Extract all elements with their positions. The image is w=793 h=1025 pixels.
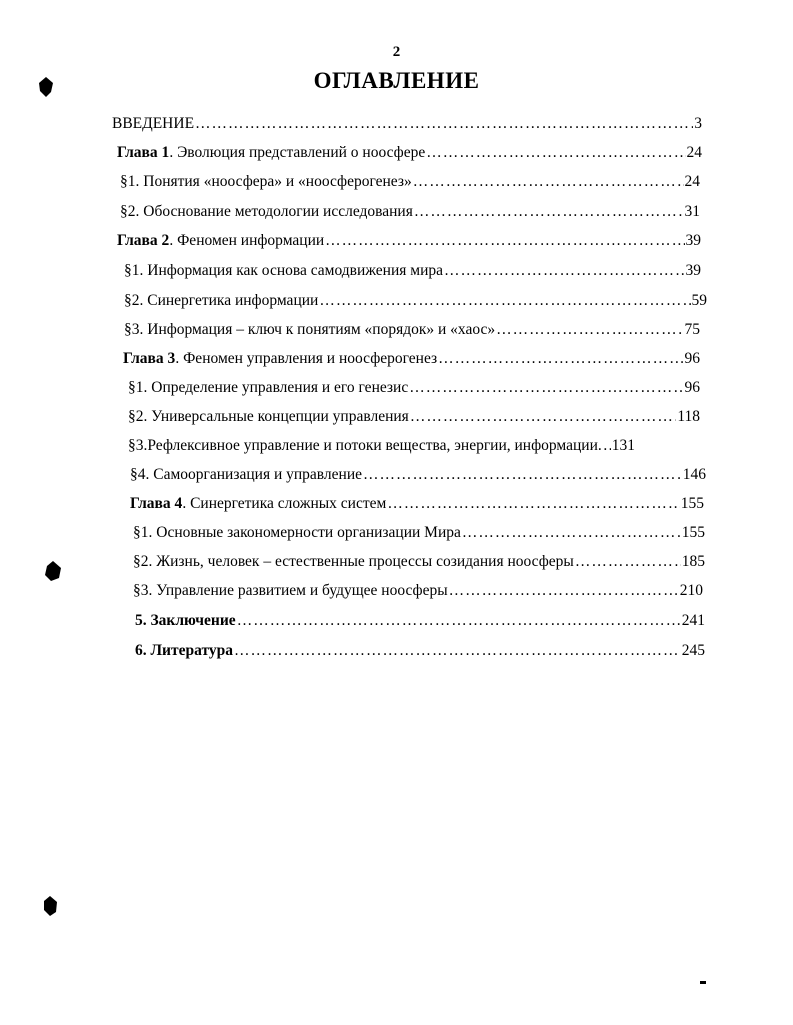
toc-entry-introduction: [112, 115, 702, 139]
dot-leader: [444, 262, 684, 280]
toc-entry-label: Глава 1. Эволюция представлений о ноосфере: [117, 144, 426, 161]
toc-entry-conclusion: [135, 612, 705, 636]
dot-leader: [426, 144, 685, 162]
toc-entry-section-3-2: [128, 408, 700, 432]
toc-entry-section-3-3: [128, 437, 700, 461]
toc-entry-page: 210: [679, 582, 703, 599]
toc-entry-label: §1. Понятия «ноосфера» и «ноосферогенез»: [120, 173, 412, 190]
toc-entry-page: 118: [677, 408, 700, 425]
toc-entry-page: 131: [611, 437, 636, 454]
toc-entry-section-2-2: [124, 292, 707, 316]
toc-entry-section-1-2: [120, 203, 700, 227]
dot-leader: [409, 379, 683, 397]
toc-entry-page: 24: [684, 173, 700, 190]
toc-entry-page: 155: [680, 495, 704, 512]
toc-entry-page: 24: [686, 144, 702, 161]
toc-entry-label: ВВЕДЕНИЕ: [112, 115, 195, 132]
toc-entry-label: §3. Информация – ключ к понятиям «порядок» и «хаос»: [124, 321, 496, 338]
toc-entry-label: §2. Универсальные концепции управления: [128, 408, 409, 425]
toc-entry-label: §1. Основные закономерности организации Мира: [133, 524, 461, 541]
toc-entry-label: §1. Определение управления и его генезис: [128, 379, 409, 396]
binder-hole-mark-icon: [42, 560, 64, 582]
toc-entry-page: 39: [685, 262, 701, 279]
dot-leader: [413, 173, 684, 191]
toc-entry-page: 185: [681, 553, 705, 570]
dot-leader: [363, 466, 682, 484]
dot-leader: [234, 642, 681, 660]
dot-leader: [237, 612, 681, 630]
toc-entry-page: 39: [685, 232, 701, 249]
toc-entry-page: 245: [681, 642, 705, 659]
toc-entry-label: Глава 4. Синергетика сложных систем: [130, 495, 387, 512]
binder-hole-mark-icon: [36, 76, 56, 98]
toc-entry-page: 31: [684, 203, 700, 220]
dot-leader: [575, 553, 681, 571]
toc-entry-chapter-4: [130, 495, 704, 519]
dot-leader: [449, 582, 679, 600]
toc-entry-page: 155: [681, 524, 705, 541]
toc-entry-page: 75: [684, 321, 700, 338]
page-title: ОГЛАВЛЕНИЕ: [313, 68, 480, 93]
toc-entry-label: §4. Самоорганизация и управление: [130, 466, 362, 483]
toc-entry-label: §3. Управление развитием и будущее ноосферы: [133, 582, 448, 599]
toc-entry-section-1-1: [120, 173, 700, 197]
dot-leader: [325, 232, 684, 250]
toc-entry-section-2-3: [124, 321, 700, 345]
binder-hole-mark-icon: [41, 895, 61, 917]
dot-leader: [387, 495, 679, 513]
dot-leader: [438, 350, 683, 368]
scan-speck: [700, 981, 706, 984]
toc-entry-section-4-3: [133, 582, 703, 606]
dot-leader: [410, 408, 677, 426]
toc-entry-page: 96: [684, 379, 700, 396]
toc-entry-chapter-3: [123, 350, 700, 374]
dot-leader: [414, 203, 684, 221]
toc-entry-section-4-1: [133, 524, 705, 548]
toc-entry-page: 241: [681, 612, 705, 629]
toc-entry-label: Глава 2. Феномен информации: [117, 232, 325, 249]
toc-entry-label: 5. Заключение: [135, 612, 236, 629]
toc-entry-chapter-2: [117, 232, 701, 256]
dot-leader: [319, 292, 690, 310]
toc-entry-section-3-1: [128, 379, 700, 403]
toc-entry-label: §2. Жизнь, человек – естественные процессы созидания ноосферы: [133, 553, 574, 570]
toc-entry-section-2-1: [124, 262, 701, 286]
toc-entry-label: §2. Синергетика информации: [124, 292, 319, 309]
toc-entry-section-3-4: [130, 466, 706, 490]
toc-entry-literature: [135, 642, 705, 666]
toc-entry-label: Глава 3. Феномен управления и ноосферогенез: [123, 350, 438, 367]
dot-leader: [496, 321, 683, 339]
toc-entry-chapter-1: [117, 144, 702, 168]
toc-entry-page: 3: [694, 115, 702, 132]
dot-leader: [462, 524, 681, 542]
dot-leader: [603, 437, 611, 455]
toc-entry-label: §1. Информация как основа самодвижения мира: [124, 262, 444, 279]
toc-entry-section-4-2: [133, 553, 705, 577]
toc-entry-label: §3.Рефлексивное управление и потоки вещества, энергии, информации.: [128, 437, 602, 454]
toc-entry-page: 96: [684, 350, 700, 367]
toc-entry-page: 146: [682, 466, 706, 483]
page-number: 2: [392, 44, 401, 60]
dot-leader: [195, 115, 693, 133]
toc-entry-page: 59: [691, 292, 707, 309]
toc-entry-label: §2. Обоснование методологии исследования: [120, 203, 413, 220]
toc-entry-label: 6. Литература: [135, 642, 233, 659]
